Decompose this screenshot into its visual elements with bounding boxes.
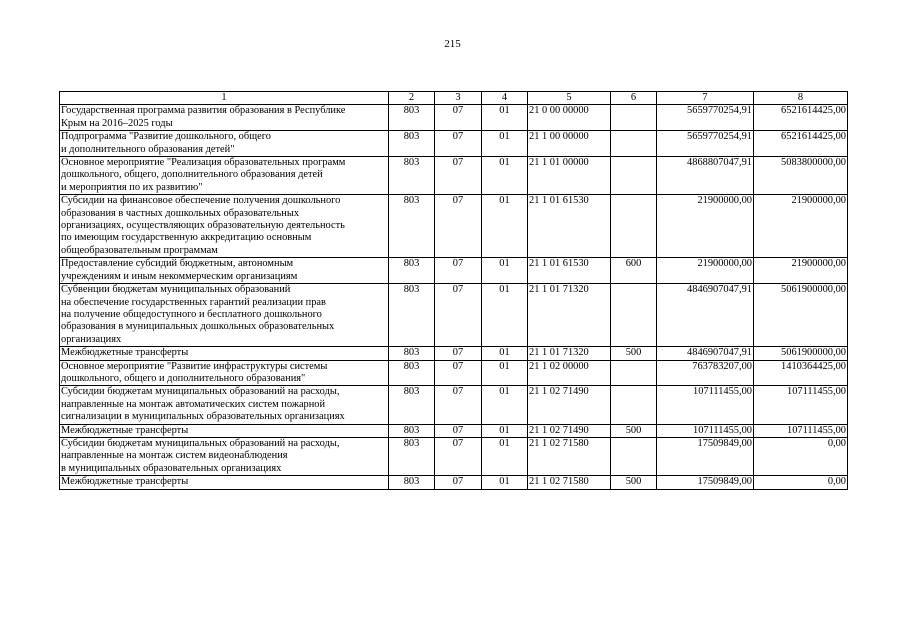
subsection-code-cell: 01	[482, 284, 528, 347]
ministry-code-cell: 803	[389, 105, 435, 131]
ministry-code-cell: 803	[389, 437, 435, 475]
header-row	[60, 92, 848, 105]
section-code-cell: 07	[435, 386, 482, 424]
amount-col7-cell: 21900000,00	[657, 195, 754, 258]
expense-kind-cell	[611, 131, 657, 157]
table-row	[60, 284, 848, 347]
target-code-cell: 21 1 01 61530	[528, 258, 611, 284]
amount-col8-cell: 5061900000,00	[754, 284, 848, 347]
amount-col8-cell: 6521614425,00	[754, 131, 848, 157]
table-row	[60, 258, 848, 284]
section-code-cell: 07	[435, 284, 482, 347]
section-code-cell: 07	[435, 157, 482, 195]
ministry-code-cell: 803	[389, 347, 435, 360]
amount-col7-cell: 763783207,00	[657, 360, 754, 386]
amount-col8-cell: 21900000,00	[754, 258, 848, 284]
target-code-cell: 21 1 00 00000	[528, 131, 611, 157]
target-code-cell: 21 1 02 71580	[528, 437, 611, 475]
header-cell: 3	[435, 92, 482, 105]
amount-col8-cell: 107111455,00	[754, 386, 848, 424]
item-name-cell: Субвенции бюджетам муниципальных образований на обеспечение государственных гарантий реализации прав на получение общедоступного и бесплатного дошкольного образования в муниципальных дошкольных образовательных организациях	[60, 284, 389, 347]
target-code-cell: 21 1 01 00000	[528, 157, 611, 195]
section-code-cell: 07	[435, 347, 482, 360]
table-row	[60, 424, 848, 437]
header-cell: 6	[611, 92, 657, 105]
section-code-cell: 07	[435, 437, 482, 475]
target-code-cell: 21 1 02 71580	[528, 476, 611, 489]
target-code-cell: 21 1 02 71490	[528, 386, 611, 424]
subsection-code-cell: 01	[482, 105, 528, 131]
amount-col8-cell: 0,00	[754, 437, 848, 475]
ministry-code-cell: 803	[389, 476, 435, 489]
amount-col7-cell: 21900000,00	[657, 258, 754, 284]
subsection-code-cell: 01	[482, 386, 528, 424]
expense-kind-cell: 500	[611, 424, 657, 437]
header-cell: 7	[657, 92, 754, 105]
ministry-code-cell: 803	[389, 424, 435, 437]
ministry-code-cell: 803	[389, 258, 435, 284]
expense-kind-cell	[611, 195, 657, 258]
amount-col8-cell: 5061900000,00	[754, 347, 848, 360]
amount-col7-cell: 107111455,00	[657, 424, 754, 437]
expense-kind-cell	[611, 437, 657, 475]
subsection-code-cell: 01	[482, 424, 528, 437]
expense-kind-cell	[611, 360, 657, 386]
subsection-code-cell: 01	[482, 157, 528, 195]
table-row	[60, 131, 848, 157]
section-code-cell: 07	[435, 476, 482, 489]
item-name-cell: Субсидии бюджетам муниципальных образований на расходы, направленные на монтаж автоматических систем пожарной сигнализации в муниципальных образовательных организациях	[60, 386, 389, 424]
header-cell: 4	[482, 92, 528, 105]
amount-col7-cell: 17509849,00	[657, 437, 754, 475]
subsection-code-cell: 01	[482, 437, 528, 475]
target-code-cell: 21 1 01 61530	[528, 195, 611, 258]
subsection-code-cell: 01	[482, 347, 528, 360]
amount-col8-cell: 21900000,00	[754, 195, 848, 258]
table-row	[60, 157, 848, 195]
table-row	[60, 360, 848, 386]
expense-kind-cell	[611, 105, 657, 131]
subsection-code-cell: 01	[482, 195, 528, 258]
subsection-code-cell: 01	[482, 360, 528, 386]
target-code-cell: 21 1 02 71490	[528, 424, 611, 437]
item-name-cell: Межбюджетные трансферты	[60, 347, 389, 360]
item-name-cell: Межбюджетные трансферты	[60, 476, 389, 489]
table-row	[60, 195, 848, 258]
amount-col7-cell: 17509849,00	[657, 476, 754, 489]
item-name-cell: Субсидии бюджетам муниципальных образований на расходы, направленные на монтаж систем видеонаблюдения в муниципальных образовательных организациях	[60, 437, 389, 475]
table-row	[60, 386, 848, 424]
item-name-cell: Подпрограмма "Развитие дошкольного, общего и дополнительного образования детей"	[60, 131, 389, 157]
amount-col8-cell: 5083800000,00	[754, 157, 848, 195]
ministry-code-cell: 803	[389, 386, 435, 424]
expense-kind-cell	[611, 386, 657, 424]
amount-col7-cell: 107111455,00	[657, 386, 754, 424]
item-name-cell: Межбюджетные трансферты	[60, 424, 389, 437]
item-name-cell: Основное мероприятие "Развитие инфраструктуры системы дошкольного, общего и дополнительного образования"	[60, 360, 389, 386]
target-code-cell: 21 0 00 00000	[528, 105, 611, 131]
item-name-cell: Государственная программа развития образования в Республике Крым на 2016–2025 годы	[60, 105, 389, 131]
target-code-cell: 21 1 02 00000	[528, 360, 611, 386]
ministry-code-cell: 803	[389, 131, 435, 157]
subsection-code-cell: 01	[482, 131, 528, 157]
header-cell: 1	[60, 92, 389, 105]
subsection-code-cell: 01	[482, 476, 528, 489]
target-code-cell: 21 1 01 71320	[528, 284, 611, 347]
expense-kind-cell	[611, 157, 657, 195]
item-name-cell: Субсидии на финансовое обеспечение получения дошкольного образования в частных дошкольных образовательных организациях, осуществляющих образовательную деятельность по имеющим государственную аккредитацию основным общеобразовательным программам	[60, 195, 389, 258]
amount-col8-cell: 107111455,00	[754, 424, 848, 437]
amount-col7-cell: 5659770254,91	[657, 131, 754, 157]
item-name-cell: Основное мероприятие "Реализация образовательных программ дошкольного, общего, дополнительного образования детей и мероприятия по их развитию"	[60, 157, 389, 195]
page-number: 215	[444, 38, 461, 50]
amount-col8-cell: 6521614425,00	[754, 105, 848, 131]
expense-kind-cell: 500	[611, 476, 657, 489]
amount-col8-cell: 0,00	[754, 476, 848, 489]
section-code-cell: 07	[435, 131, 482, 157]
subsection-code-cell: 01	[482, 258, 528, 284]
amount-col7-cell: 4846907047,91	[657, 347, 754, 360]
table-row	[60, 437, 848, 475]
amount-col7-cell: 5659770254,91	[657, 105, 754, 131]
amount-col8-cell: 1410364425,00	[754, 360, 848, 386]
ministry-code-cell: 803	[389, 360, 435, 386]
ministry-code-cell: 803	[389, 195, 435, 258]
section-code-cell: 07	[435, 360, 482, 386]
header-cell: 2	[389, 92, 435, 105]
amount-col7-cell: 4868807047,91	[657, 157, 754, 195]
ministry-code-cell: 803	[389, 284, 435, 347]
section-code-cell: 07	[435, 258, 482, 284]
table-row	[60, 347, 848, 360]
item-name-cell: Предоставление субсидий бюджетным, автономным учреждениям и иным некоммерческим организациям	[60, 258, 389, 284]
section-code-cell: 07	[435, 195, 482, 258]
budget-table	[59, 91, 848, 490]
section-code-cell: 07	[435, 424, 482, 437]
table-row	[60, 476, 848, 489]
expense-kind-cell	[611, 284, 657, 347]
expense-kind-cell: 600	[611, 258, 657, 284]
table-row	[60, 105, 848, 131]
header-cell: 5	[528, 92, 611, 105]
ministry-code-cell: 803	[389, 157, 435, 195]
target-code-cell: 21 1 01 71320	[528, 347, 611, 360]
expense-kind-cell: 500	[611, 347, 657, 360]
section-code-cell: 07	[435, 105, 482, 131]
amount-col7-cell: 4846907047,91	[657, 284, 754, 347]
header-cell: 8	[754, 92, 848, 105]
